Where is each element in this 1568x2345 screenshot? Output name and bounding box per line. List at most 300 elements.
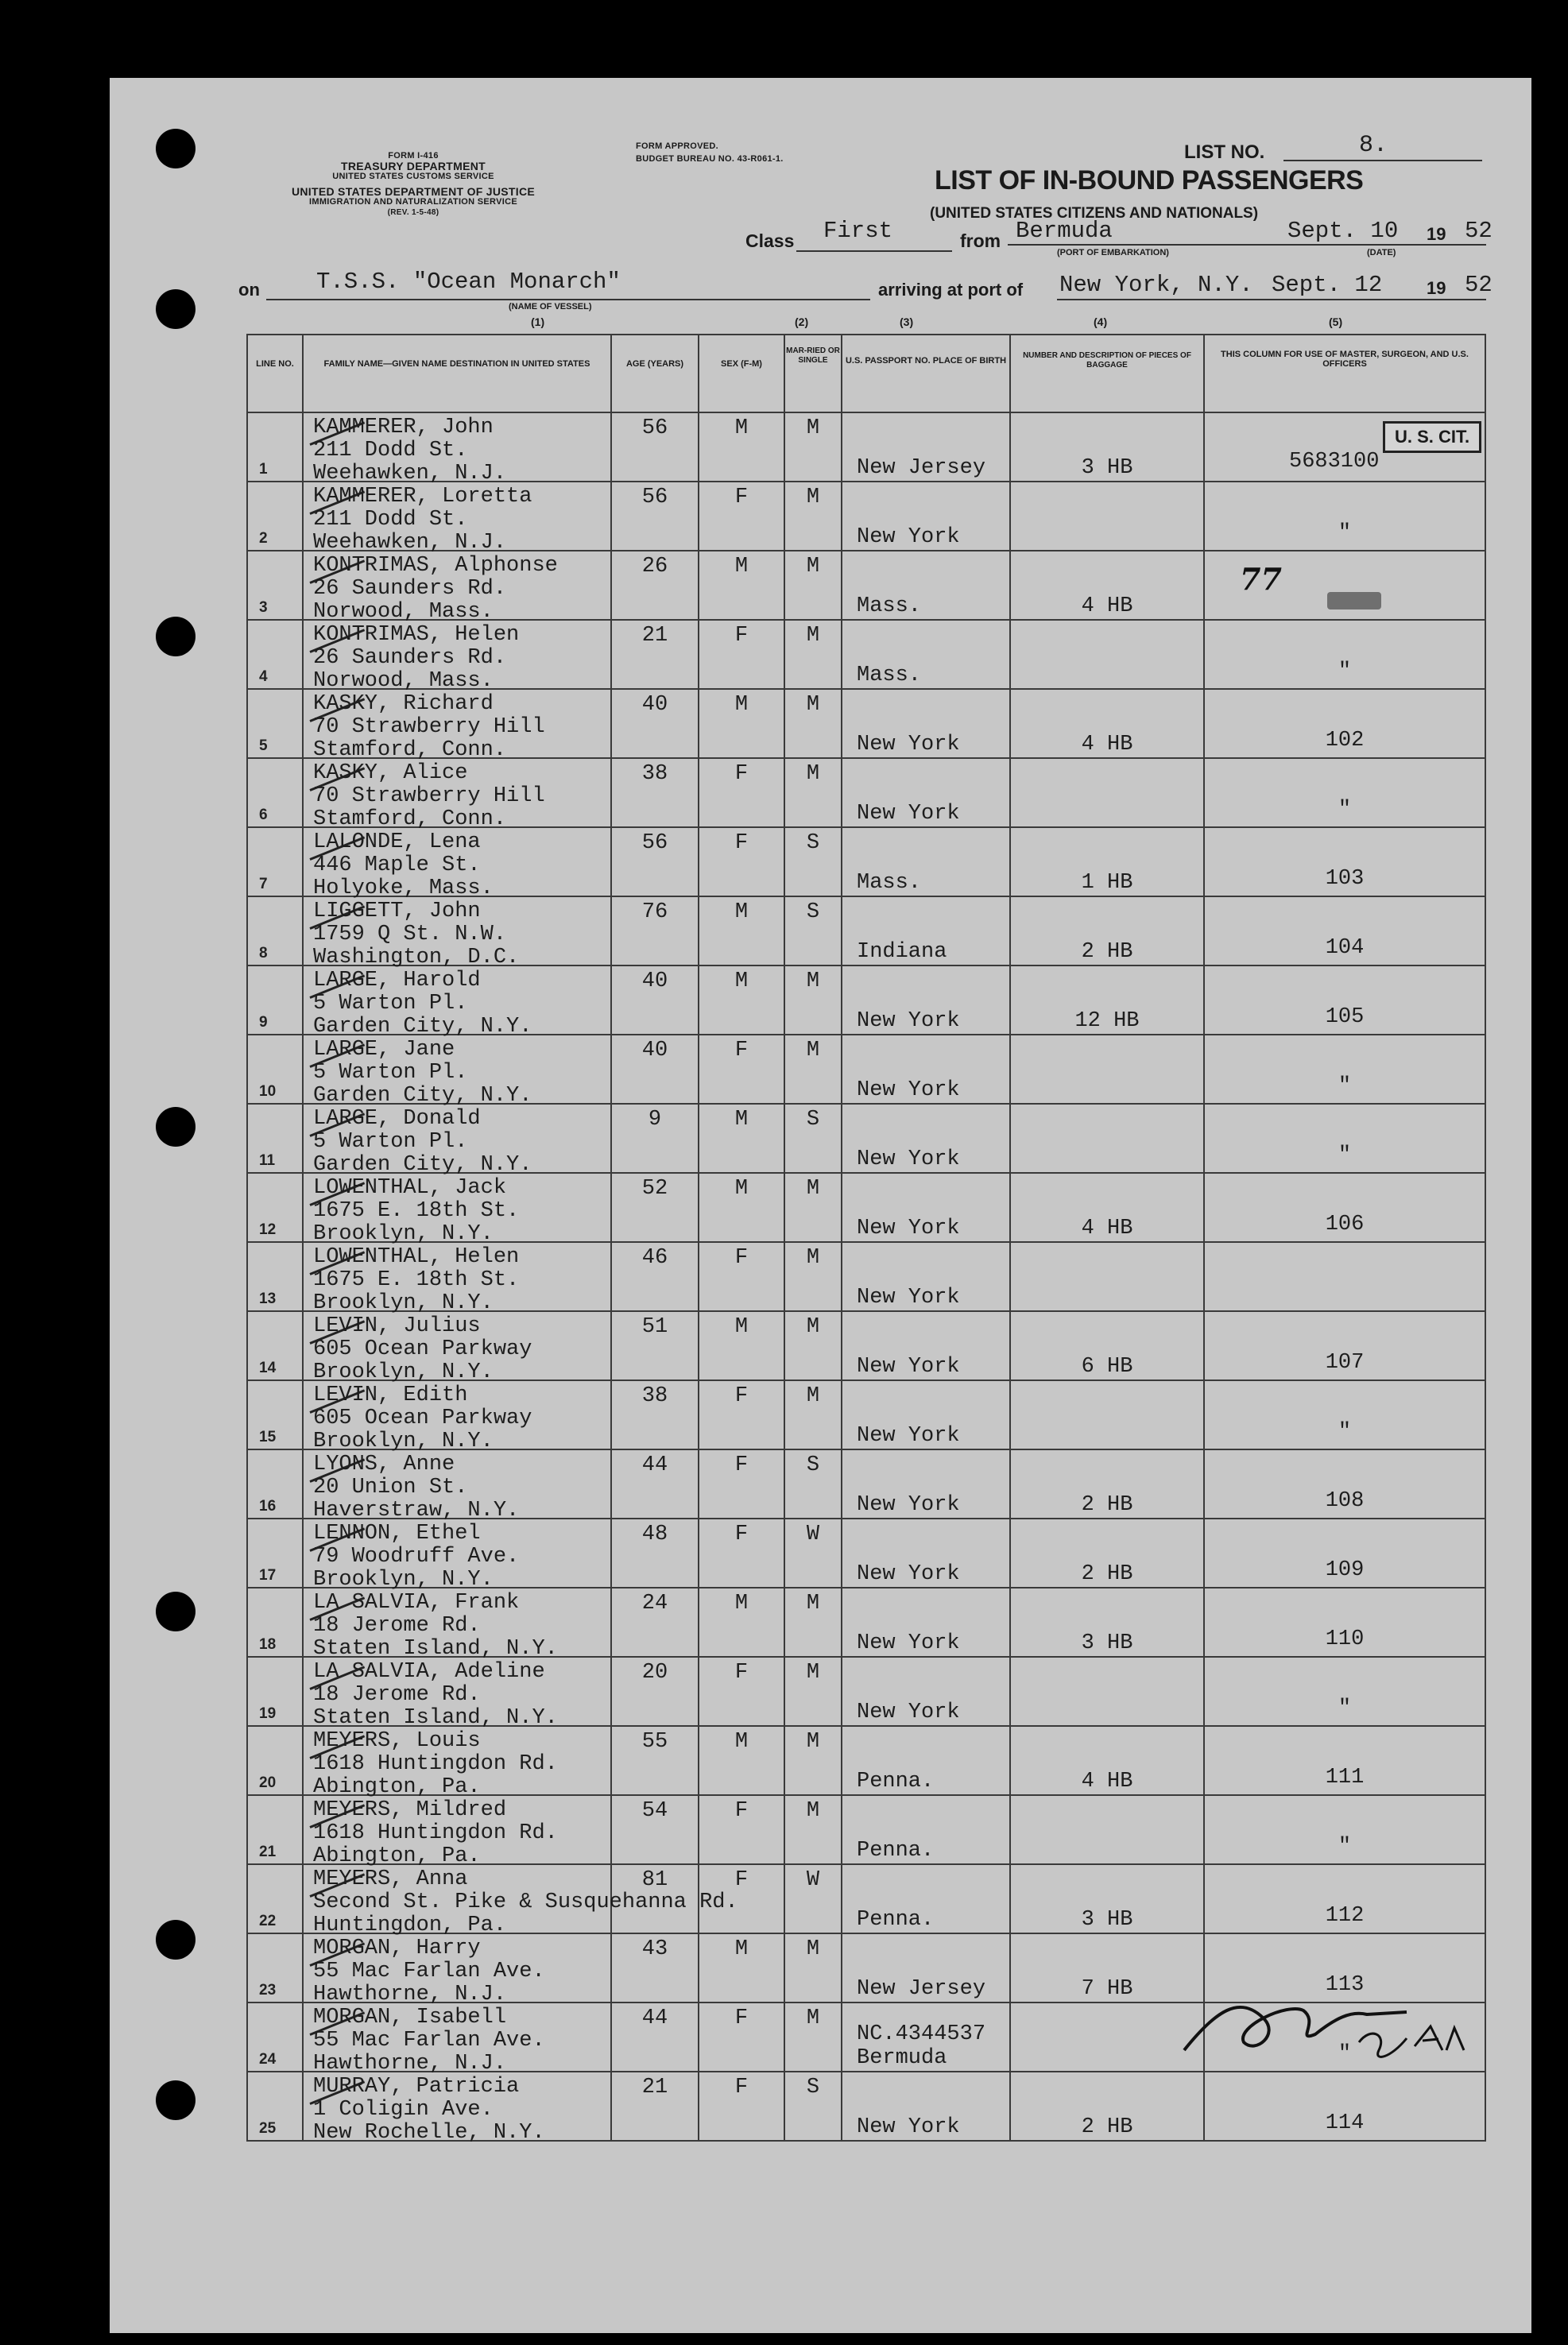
officer-signature	[1168, 1979, 1470, 2074]
line-number: 8	[259, 945, 268, 962]
name-cell	[303, 1726, 611, 1799]
age-cell	[611, 1519, 699, 1588]
table-row	[247, 2072, 1485, 2141]
officer-note: "	[1338, 660, 1352, 683]
baggage-cell	[1010, 551, 1204, 620]
age-cell	[611, 1933, 699, 2003]
us-citizen-stamp: U. S. CIT.	[1383, 421, 1481, 453]
age-cell	[611, 412, 699, 482]
passenger-marital: M	[806, 2006, 820, 2030]
name-cell	[303, 758, 611, 831]
baggage-cell	[1010, 482, 1204, 551]
passenger-city: New Rochelle, N.Y.	[313, 2121, 545, 2145]
passenger-city: Garden City, N.Y.	[313, 1153, 532, 1177]
passenger-city: Brooklyn, N.Y.	[313, 1430, 494, 1453]
birthplace-cell	[842, 620, 1010, 689]
passenger-marital: M	[806, 1246, 820, 1270]
passenger-marital: M	[806, 762, 820, 786]
line-number: 18	[259, 1636, 277, 1653]
arriving-label: arriving at port of	[878, 280, 1024, 300]
marital-cell	[784, 1449, 842, 1519]
baggage-cell	[1010, 1588, 1204, 1657]
table-row	[247, 896, 1485, 965]
birthplace-cell	[842, 827, 1010, 896]
passenger-birthplace: New York	[857, 1078, 960, 1102]
binder-hole	[156, 2080, 196, 2120]
passenger-age: 40	[641, 1039, 668, 1062]
sex-cell	[699, 1104, 784, 1173]
passenger-birthplace: New York	[857, 733, 960, 757]
officer-cell	[1204, 1588, 1485, 1657]
passenger-city: Brooklyn, N.Y.	[313, 1568, 494, 1592]
age-cell	[611, 1795, 699, 1864]
birthplace-cell	[842, 896, 1010, 965]
officer-note: 111	[1325, 1766, 1365, 1790]
passenger-name: LYONS, Anne	[313, 1453, 455, 1476]
passenger-marital: M	[806, 1730, 820, 1754]
birthplace-cell	[842, 1657, 1010, 1726]
passenger-age: 56	[641, 416, 668, 440]
arrival-date: Sept. 12	[1272, 272, 1383, 298]
header-baggage: NUMBER AND DESCRIPTION OF PIECES OF BAGGAGE	[1010, 335, 1204, 412]
line-number: 11	[259, 1152, 276, 1169]
officer-note: 108	[1325, 1489, 1365, 1513]
header-age: AGE (YEARS)	[611, 335, 699, 412]
officer-note: "	[1338, 521, 1352, 545]
officer-cell	[1204, 1864, 1485, 1933]
line-number-cell	[247, 827, 303, 896]
line-number-cell	[247, 1242, 303, 1311]
sex-cell	[699, 1311, 784, 1380]
line-number: 15	[259, 1429, 277, 1445]
officer-note: 109	[1325, 1558, 1365, 1582]
passenger-sex: M	[734, 1592, 749, 1616]
marital-cell	[784, 1588, 842, 1657]
officer-note: "	[1338, 1143, 1352, 1167]
passenger-birthplace: NC.4344537 Bermuda	[857, 2022, 986, 2070]
passenger-city: Haverstraw, N.Y.	[313, 1499, 520, 1523]
line-number: 10	[259, 1083, 277, 1100]
officer-cell	[1204, 827, 1485, 896]
birthplace-cell	[842, 1726, 1010, 1795]
passenger-birthplace: New York	[857, 1424, 960, 1448]
table-row	[247, 965, 1485, 1035]
passenger-city: Washington, D.C.	[313, 946, 520, 969]
line-number-cell	[247, 1380, 303, 1449]
age-cell	[611, 482, 699, 551]
passenger-age: 46	[641, 1246, 668, 1270]
passenger-birthplace: New York	[857, 525, 960, 549]
passenger-sex: F	[734, 624, 749, 648]
passenger-name: LALONDE, Lena	[313, 830, 481, 854]
binder-hole	[156, 1920, 196, 1960]
baggage-cell	[1010, 1380, 1204, 1449]
age-cell	[611, 1449, 699, 1519]
birthplace-cell	[842, 1173, 1010, 1242]
age-cell	[611, 758, 699, 827]
marital-cell	[784, 412, 842, 482]
officer-note: "	[1338, 798, 1352, 822]
passenger-address: 446 Maple St.	[313, 853, 481, 877]
dept-justice: UNITED STATES DEPARTMENT OF JUSTICE	[291, 185, 536, 198]
passenger-sex: F	[734, 486, 749, 509]
age-cell	[611, 689, 699, 758]
baggage-cell	[1010, 1035, 1204, 1104]
age-cell	[611, 1657, 699, 1726]
date-caption: (DATE)	[1367, 248, 1396, 257]
passenger-baggage: 1 HB	[1081, 871, 1133, 895]
officer-cell	[1204, 965, 1485, 1035]
sex-cell	[699, 1519, 784, 1588]
passenger-age: 40	[641, 693, 668, 717]
marital-cell	[784, 758, 842, 827]
passenger-marital: M	[806, 1937, 820, 1961]
table-row	[247, 689, 1485, 758]
baggage-cell	[1010, 965, 1204, 1035]
marital-cell	[784, 1657, 842, 1726]
marital-cell	[784, 1795, 842, 1864]
line-number-cell	[247, 1449, 303, 1519]
table-row	[247, 1311, 1485, 1380]
passenger-city: Weehawken, N.J.	[313, 531, 507, 555]
passenger-name: KASKY, Richard	[313, 692, 494, 716]
header-line-no: LINE NO.	[247, 335, 303, 412]
passenger-age: 76	[641, 900, 668, 924]
birthplace-cell	[842, 1035, 1010, 1104]
passenger-sex: F	[734, 1523, 749, 1546]
baggage-cell	[1010, 1449, 1204, 1519]
passenger-age: 52	[641, 1177, 668, 1201]
passenger-city: Holyoke, Mass.	[313, 876, 494, 900]
line-number-cell	[247, 2003, 303, 2072]
passenger-address: 18 Jerome Rd.	[313, 1614, 481, 1638]
line-number: 16	[259, 1498, 277, 1515]
marital-cell	[784, 1035, 842, 1104]
marital-cell	[784, 896, 842, 965]
birthplace-cell	[842, 1242, 1010, 1311]
passenger-city: Staten Island, N.Y.	[313, 1706, 558, 1730]
line-number: 4	[259, 668, 268, 685]
table-row	[247, 1173, 1485, 1242]
passenger-address: 70 Strawberry Hill	[313, 715, 545, 739]
passenger-sex: M	[734, 900, 749, 924]
passenger-age: 55	[641, 1730, 668, 1754]
birthplace-cell	[842, 482, 1010, 551]
officer-cell	[1204, 1104, 1485, 1173]
officer-cell	[1204, 1795, 1485, 1864]
passenger-name: MEYERS, Anna	[313, 1867, 468, 1891]
passenger-name: KAMMERER, Loretta	[313, 485, 532, 509]
line-number: 21	[259, 1844, 277, 1860]
line-number-cell	[247, 1864, 303, 1933]
passenger-address: 1618 Huntingdon Rd.	[313, 1821, 558, 1845]
birthplace-cell	[842, 1933, 1010, 2003]
officer-cell	[1204, 1449, 1485, 1519]
line-number-cell	[247, 1726, 303, 1795]
passenger-marital: M	[806, 416, 820, 440]
passenger-marital: M	[806, 693, 820, 717]
binder-hole	[156, 1592, 196, 1631]
officer-note: 102	[1325, 729, 1365, 753]
baggage-cell	[1010, 1311, 1204, 1380]
passenger-city: Huntingdon, Pa.	[313, 1914, 507, 1937]
passenger-city: Abington, Pa.	[313, 1775, 481, 1799]
table-header-row	[247, 335, 1485, 412]
marital-cell	[784, 2003, 842, 2072]
arrival-port: New York, N.Y.	[1059, 272, 1253, 298]
line-number: 14	[259, 1360, 277, 1376]
passenger-sex: F	[734, 762, 749, 786]
passenger-birthplace: New Jersey	[857, 456, 986, 480]
officer-cell	[1204, 1242, 1485, 1311]
table-row	[247, 827, 1485, 896]
passenger-name: LENNON, Ethel	[313, 1522, 481, 1546]
birthplace-cell	[842, 1104, 1010, 1173]
passenger-city: Hawthorne, N.J.	[313, 2052, 507, 2076]
officer-note: "	[1338, 2042, 1352, 2066]
passenger-baggage: 7 HB	[1081, 1977, 1133, 2001]
name-cell	[303, 2003, 611, 2076]
sex-cell	[699, 1449, 784, 1519]
line-number: 22	[259, 1913, 277, 1929]
name-cell	[303, 1035, 611, 1108]
passenger-baggage: 4 HB	[1081, 1217, 1133, 1240]
passenger-marital: W	[806, 1868, 820, 1892]
age-cell	[611, 551, 699, 620]
document-subtitle: (UNITED STATES CITIZENS AND NATIONALS)	[930, 205, 1259, 222]
name-cell	[303, 965, 611, 1039]
table-row	[247, 1588, 1485, 1657]
baggage-cell	[1010, 1104, 1204, 1173]
passenger-baggage: 12 HB	[1074, 1009, 1140, 1033]
passenger-age: 44	[641, 1453, 668, 1477]
officer-cell	[1204, 896, 1485, 965]
passenger-name: LA SALVIA, Frank	[313, 1591, 520, 1615]
passenger-address: 1675 E. 18th St.	[313, 1268, 520, 1292]
from-label: from	[960, 230, 1001, 251]
baggage-cell	[1010, 412, 1204, 482]
passenger-age: 81	[641, 1868, 668, 1892]
officer-cell	[1204, 1380, 1485, 1449]
table-row	[247, 1519, 1485, 1588]
passenger-birthplace: New York	[857, 1562, 960, 1586]
passenger-name: LEVIN, Edith	[313, 1383, 468, 1407]
baggage-cell	[1010, 2072, 1204, 2141]
form-agency-block	[238, 151, 588, 218]
sex-cell	[699, 1726, 784, 1795]
name-cell	[303, 1933, 611, 2006]
from-value: Bermuda	[1016, 218, 1113, 244]
birthplace-cell	[842, 1795, 1010, 1864]
officer-note: "	[1338, 1420, 1352, 1444]
sex-cell	[699, 689, 784, 758]
passenger-address: 1675 E. 18th St.	[313, 1199, 520, 1223]
passenger-birthplace: New York	[857, 2115, 960, 2139]
marital-cell	[784, 827, 842, 896]
marital-cell	[784, 1173, 842, 1242]
passenger-city: Garden City, N.Y.	[313, 1015, 532, 1039]
arrival-19: 19	[1427, 278, 1446, 298]
form-number: FORM I-416	[388, 151, 439, 161]
passenger-sex: F	[734, 1661, 749, 1685]
officer-cell	[1204, 1657, 1485, 1726]
baggage-cell	[1010, 1242, 1204, 1311]
passenger-marital: M	[806, 1315, 820, 1339]
officer-cell	[1204, 758, 1485, 827]
passenger-birthplace: New York	[857, 1286, 960, 1310]
binder-hole	[156, 289, 196, 329]
age-cell	[611, 1380, 699, 1449]
age-cell	[611, 965, 699, 1035]
passenger-birthplace: New York	[857, 802, 960, 826]
passenger-city: Brooklyn, N.Y.	[313, 1360, 494, 1384]
form-approved: FORM APPROVED.	[636, 141, 719, 151]
line-number: 23	[259, 1982, 277, 1999]
age-cell	[611, 2072, 699, 2141]
passenger-baggage: 2 HB	[1081, 940, 1133, 964]
birthplace-cell	[842, 551, 1010, 620]
line-number: 9	[259, 1014, 268, 1031]
baggage-cell	[1010, 1726, 1204, 1795]
name-cell	[303, 1311, 611, 1384]
passenger-marital: M	[806, 1661, 820, 1685]
passenger-city: Garden City, N.Y.	[313, 1084, 532, 1108]
departure-date: Sept. 10	[1287, 218, 1399, 244]
age-cell	[611, 1726, 699, 1795]
sex-cell	[699, 1588, 784, 1657]
passenger-address: 605 Ocean Parkway	[313, 1337, 532, 1361]
passenger-baggage: 4 HB	[1081, 733, 1133, 757]
officer-note: 103	[1325, 867, 1365, 891]
passenger-table	[246, 334, 1486, 2145]
column-number: (2)	[795, 315, 809, 328]
line-number-cell	[247, 1519, 303, 1588]
sex-cell	[699, 896, 784, 965]
name-cell	[303, 1380, 611, 1453]
table-row	[247, 1449, 1485, 1519]
name-cell	[303, 551, 611, 624]
sex-cell	[699, 1933, 784, 2003]
sex-cell	[699, 758, 784, 827]
birthplace-cell	[842, 2072, 1010, 2141]
baggage-cell	[1010, 1173, 1204, 1242]
passenger-age: 24	[641, 1592, 668, 1616]
binder-hole	[156, 1107, 196, 1147]
passenger-address: 605 Ocean Parkway	[313, 1407, 532, 1430]
passenger-sex: M	[734, 1177, 749, 1201]
passenger-address: 26 Saunders Rd.	[313, 646, 507, 670]
baggage-cell	[1010, 689, 1204, 758]
table-row	[247, 758, 1485, 827]
passenger-age: 20	[641, 1661, 668, 1685]
name-cell	[303, 827, 611, 900]
marital-cell	[784, 1242, 842, 1311]
birthplace-cell	[842, 1588, 1010, 1657]
name-cell	[303, 2072, 611, 2145]
line-number-cell	[247, 1035, 303, 1104]
officer-cell	[1204, 620, 1485, 689]
passenger-address: 5 Warton Pl.	[313, 1061, 468, 1085]
sex-cell	[699, 2072, 784, 2141]
baggage-cell	[1010, 1657, 1204, 1726]
passenger-name: MORGAN, Isabell	[313, 2006, 507, 2030]
passenger-birthplace: New Jersey	[857, 1977, 986, 2001]
officer-cell	[1204, 1726, 1485, 1795]
passenger-baggage: 3 HB	[1081, 1908, 1133, 1932]
birthplace-cell	[842, 1864, 1010, 1933]
officer-note: 112	[1325, 1904, 1365, 1928]
officer-note: 114	[1325, 2111, 1365, 2135]
passenger-marital: M	[806, 1799, 820, 1823]
class-value: First	[823, 218, 893, 244]
line-number: 1	[259, 461, 268, 478]
marital-cell	[784, 551, 842, 620]
name-cell	[303, 1449, 611, 1523]
passenger-address: 5 Warton Pl.	[313, 1130, 468, 1154]
passenger-name: LIGGETT, John	[313, 900, 481, 923]
passenger-name: KASKY, Alice	[313, 761, 468, 785]
age-cell	[611, 1173, 699, 1242]
passenger-marital: S	[806, 2076, 820, 2099]
marital-cell	[784, 620, 842, 689]
passenger-birthplace: New York	[857, 1355, 960, 1379]
sex-cell	[699, 827, 784, 896]
header-sex: SEX (F-M)	[699, 335, 784, 412]
passenger-birthplace: Penna.	[857, 1908, 935, 1932]
passenger-sex: F	[734, 1453, 749, 1477]
table-row	[247, 1864, 1485, 1933]
passenger-address: 55 Mac Farlan Ave.	[313, 2029, 545, 2053]
passenger-sex: F	[734, 1868, 749, 1892]
passenger-baggage: 2 HB	[1081, 1562, 1133, 1586]
line-number: 6	[259, 807, 268, 823]
passenger-age: 9	[648, 1108, 662, 1132]
baggage-cell	[1010, 620, 1204, 689]
passenger-city: Norwood, Mass.	[313, 600, 494, 624]
table-row	[247, 1657, 1485, 1726]
header-officers: THIS COLUMN FOR USE OF MASTER, SURGEON, AND U.S. OFFICERS	[1204, 335, 1485, 412]
officer-cell	[1204, 482, 1485, 551]
binder-hole	[156, 129, 196, 168]
passenger-address: 55 Mac Farlan Ave.	[313, 1960, 545, 1983]
birthplace-cell	[842, 1449, 1010, 1519]
officer-note: 106	[1325, 1213, 1365, 1236]
arrival-year: 52	[1465, 272, 1493, 298]
passenger-age: 51	[641, 1315, 668, 1339]
line-number: 20	[259, 1774, 277, 1791]
line-number: 24	[259, 2051, 277, 2068]
sex-cell	[699, 551, 784, 620]
sex-cell	[699, 2003, 784, 2072]
sex-cell	[699, 1795, 784, 1864]
passenger-name: MEYERS, Louis	[313, 1729, 481, 1753]
passenger-marital: W	[806, 1523, 820, 1546]
inspection-stamp	[1327, 592, 1381, 609]
baggage-cell	[1010, 1795, 1204, 1864]
departure-year: 52	[1465, 218, 1493, 244]
passenger-age: 21	[641, 624, 668, 648]
departure-19: 19	[1427, 224, 1446, 244]
passenger-age: 44	[641, 2006, 668, 2030]
line-number-cell	[247, 965, 303, 1035]
table-row	[247, 1104, 1485, 1173]
passenger-city: Brooklyn, N.Y.	[313, 1222, 494, 1246]
age-cell	[611, 1035, 699, 1104]
passenger-sex: F	[734, 1039, 749, 1062]
officer-cell	[1204, 1311, 1485, 1380]
sex-cell	[699, 482, 784, 551]
marital-cell	[784, 2072, 842, 2141]
